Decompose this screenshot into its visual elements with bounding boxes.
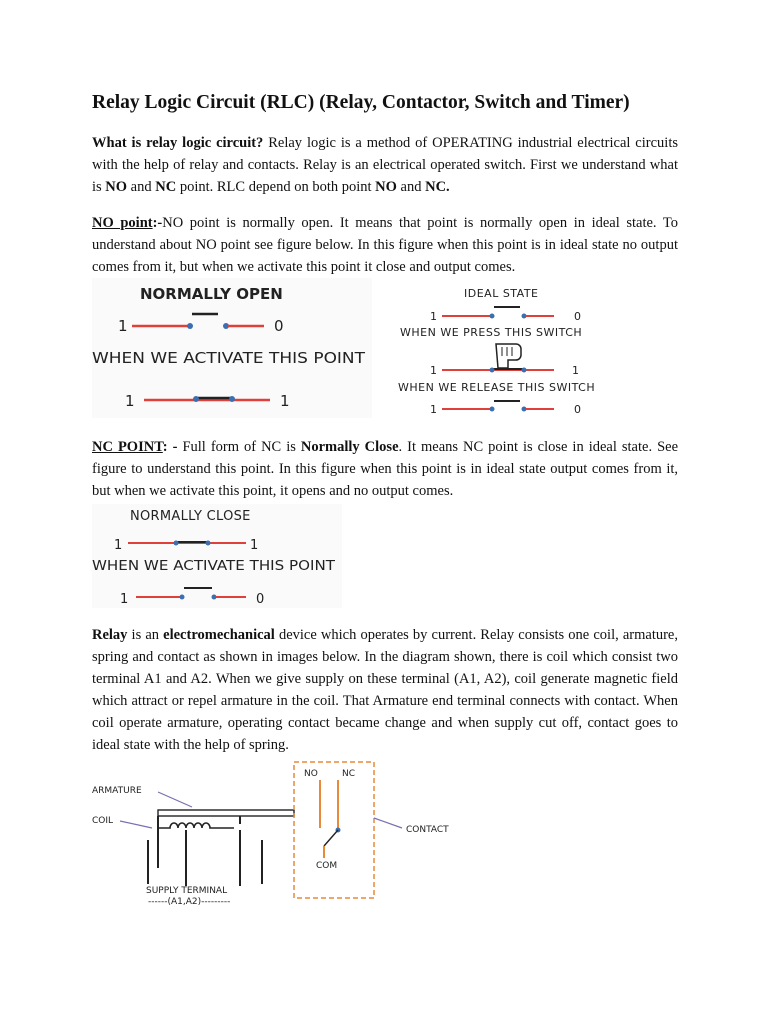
no-point-paragraph xyxy=(92,212,678,278)
no-point-sep: :- xyxy=(152,215,163,231)
intro-paragraph xyxy=(92,132,678,198)
relay-text-2: device which operates by current. Relay consists one coil, armature, spring and contact as shown in images below. In the diagram shown, there is coil which consist two terminal A1 and A2. When we give supply on these terminal (A1, A2), coil generate magnetic field which attract or repel armature in the coil. That Armature end terminal connects with contact. When coil operate armature, operating contact became change and when supply cut off, contact goes to ideal state with the help of spring. xyxy=(92,627,678,753)
relay-armature-label: ARMATURE xyxy=(92,786,142,796)
intro-no: NO xyxy=(105,179,128,195)
intro-text-4: and xyxy=(396,179,426,195)
normally-open-figure xyxy=(92,278,372,418)
switch-release-label: WHEN WE RELEASE THIS SWITCH xyxy=(398,381,596,394)
intro-nc: NC xyxy=(155,179,177,195)
nc-fig-left-2: 1 xyxy=(120,592,129,607)
contact-dot xyxy=(490,407,495,412)
contact-dot xyxy=(229,396,235,402)
nc-fig-activate: WHEN WE ACTIVATE THIS POINT xyxy=(92,559,336,574)
intro-no-2: NO xyxy=(375,179,397,195)
relay-com-label: COM xyxy=(316,861,338,871)
finger-press-icon xyxy=(496,344,521,368)
no-fig-activate: WHEN WE ACTIVATE THIS POINT xyxy=(92,349,366,367)
nc-point-paragraph xyxy=(92,436,678,502)
relay-terminals-label: ------(A1,A2)--------- xyxy=(148,897,231,907)
relay-supply-label: SUPPLY TERMINAL xyxy=(146,886,228,896)
nc-fig-title: NORMALLY CLOSE xyxy=(130,509,251,524)
nc-point-sep: : - xyxy=(162,439,178,455)
relay-nc-label: NC xyxy=(342,769,356,779)
nc-point-text-2: . It means NC point is close in ideal state. See figure to understand this point. In this figure when this point is in ideal state output comes from it, but when we activate this point, it opens and no output comes. xyxy=(92,439,679,499)
no-point-text: NO point is normally open. It means that point is normally open in ideal state. To understand about NO point see figure below. In this figure when this point is in ideal state no output comes from it, but when we activate this point it close and output comes. xyxy=(92,215,678,275)
no-fig-right-2: 1 xyxy=(280,392,290,410)
contact-dot xyxy=(187,323,193,329)
armature-pointer xyxy=(158,792,192,807)
relay-diagram xyxy=(80,758,470,910)
switch-right-3: 0 xyxy=(574,403,581,416)
contact-box xyxy=(294,762,374,898)
moving-contact xyxy=(324,830,338,846)
no-point-label: NO point xyxy=(92,215,153,231)
relay-coil-label: COIL xyxy=(92,816,114,826)
relay-no-label: NO xyxy=(304,769,318,779)
contact-dot xyxy=(180,595,185,600)
relay-contact-label: CONTACT xyxy=(406,825,449,835)
contact-dot xyxy=(522,368,527,373)
push-switch-figure xyxy=(396,284,666,420)
nc-fig-left-1: 1 xyxy=(114,538,123,553)
contact-dot xyxy=(490,314,495,319)
nc-fig-right-1: 1 xyxy=(250,538,259,553)
contact-dot xyxy=(174,541,179,546)
relay-bold-1: Relay xyxy=(92,627,128,643)
nc-point-text-1: Full form of NC is xyxy=(177,439,301,455)
nc-fig-right-2: 0 xyxy=(256,592,265,607)
switch-left-1: 1 xyxy=(430,310,437,323)
switch-press-label: WHEN WE PRESS THIS SWITCH xyxy=(400,326,583,339)
intro-text-2: and xyxy=(127,179,156,195)
contact-dot xyxy=(206,541,211,546)
contact-dot xyxy=(212,595,217,600)
nc-point-label: NC POINT xyxy=(92,439,163,455)
page-title: Relay Logic Circuit (RLC) (Relay, Contactor, Switch and Timer) xyxy=(92,92,630,113)
no-fig-left-1: 1 xyxy=(118,317,128,335)
switch-right-1: 0 xyxy=(574,310,581,323)
normally-close-figure xyxy=(92,504,342,608)
intro-nc-2: NC. xyxy=(425,179,450,195)
relay-bold-2: electromechanical xyxy=(163,627,275,643)
intro-text-1: Relay logic is a method of OPERATING industrial electrical circuits with the help of relay and contacts. Relay is an electrical operated switch. First we understand what is xyxy=(92,135,678,195)
switch-left-3: 1 xyxy=(430,403,437,416)
no-fig-right-1: 0 xyxy=(274,317,284,335)
no-fig-title: NORMALLY OPEN xyxy=(140,285,283,303)
contact-dot xyxy=(490,368,495,373)
contact-dot xyxy=(522,314,527,319)
coil-pointer xyxy=(120,821,152,828)
nc-point-bold: Normally Close xyxy=(300,439,399,455)
contact-dot xyxy=(522,407,527,412)
switch-ideal-label: IDEAL STATE xyxy=(464,287,539,300)
switch-left-2: 1 xyxy=(430,364,437,377)
relay-paragraph xyxy=(92,624,678,756)
contact-dot xyxy=(193,396,199,402)
contact-pointer xyxy=(374,818,402,828)
coil-winding xyxy=(158,823,234,828)
no-fig-left-2: 1 xyxy=(125,392,135,410)
switch-right-2: 1 xyxy=(572,364,579,377)
armature-bar xyxy=(158,810,294,816)
relay-text-1: is an xyxy=(127,627,164,643)
intro-text-3: point. RLC depend on both point xyxy=(176,179,376,195)
intro-question: What is relay logic circuit? xyxy=(92,135,264,151)
